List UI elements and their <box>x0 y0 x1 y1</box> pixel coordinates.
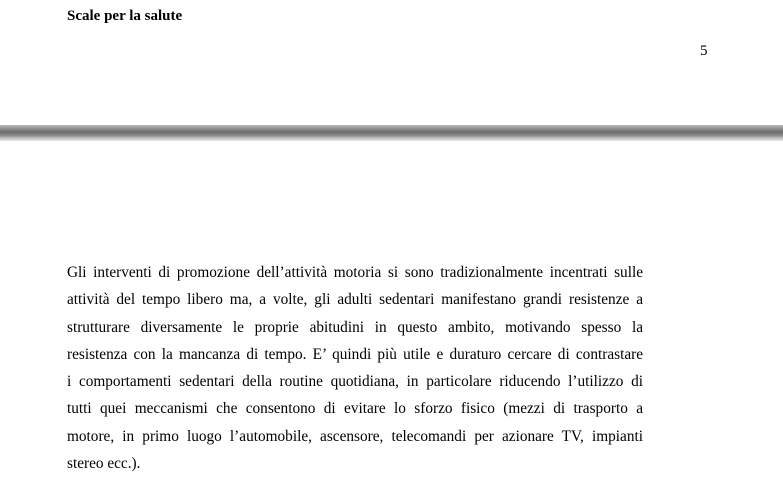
paragraph-line: Gli interventi di promozione dell’attività motoria si sono tradizionalmente incentrati sulle <box>67 264 643 281</box>
paragraph-line: motore, in primo luogo l’automobile, ascensore, telecomandi per azionare TV, impianti <box>67 427 643 445</box>
paragraph-line: resistenza con la mancanza di tempo. E’ quindi più utile e duraturo cercare di contrastare <box>67 345 643 363</box>
paragraph-line: tutti quei meccanismi che consentono di evitare lo sforzo fisico (mezzi di trasporto a <box>67 400 643 418</box>
previous-page-bottom <box>0 0 783 127</box>
paragraph-line: attività del tempo libero ma, a volte, gli adulti sedentari manifestano grandi resistenze a <box>67 291 643 309</box>
running-header-title: Scale per la salute <box>67 8 183 24</box>
page-separator <box>0 125 783 141</box>
paragraph-line: i comportamenti sedentari della routine quotidiana, in particolare riducendo l’utilizzo di <box>67 373 643 391</box>
page-number: 5 <box>700 43 708 59</box>
body-paragraph <box>67 259 643 477</box>
paragraph-line: strutturare diversamente le proprie abitudini in questo ambito, motivando spesso la <box>67 318 643 336</box>
paragraph-line: stereo ecc.). <box>67 455 141 473</box>
